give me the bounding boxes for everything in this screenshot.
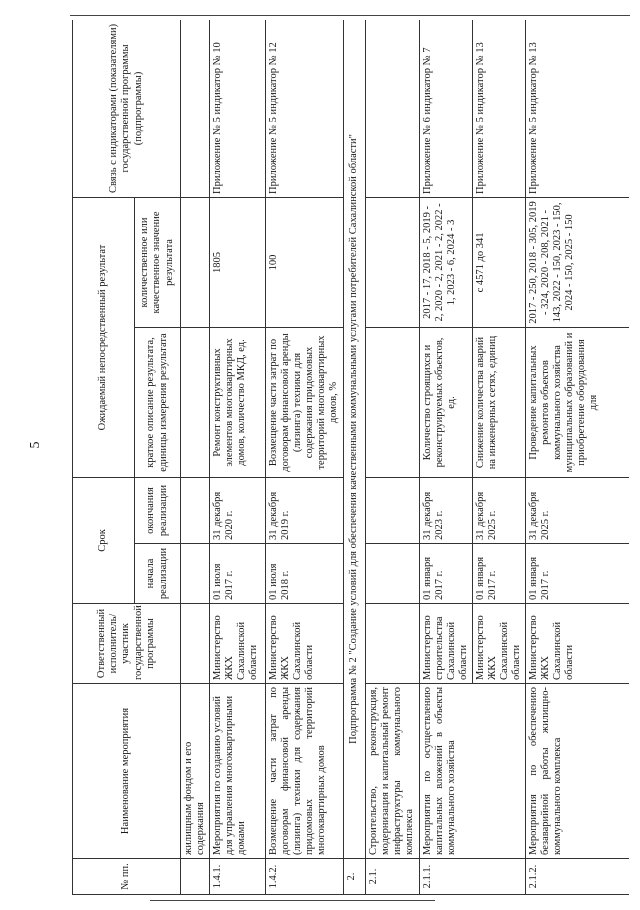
rotated-table-wrapper [72, 20, 629, 895]
row-responsible: Министерство ЖКХ Сахалинской области [210, 604, 266, 684]
row-start: 01 июля 2017 г. [210, 544, 266, 604]
row-number: 2. [343, 859, 365, 895]
row-end: 31 декабря 2025 г. [526, 477, 630, 543]
table-row [419, 20, 472, 895]
table-row [266, 20, 343, 895]
row-name: Мероприятия по обеспечению безаварийной работы жилищно-коммунального комплекса [526, 684, 630, 859]
row-number: 1.4.2. [266, 859, 343, 895]
row-value: с 4571 до 341 [472, 197, 525, 327]
header-responsible: Ответственный исполнитель/участник государственной программы [73, 604, 181, 684]
row-number: 2.1.1. [419, 859, 526, 895]
page-number: 5 [28, 441, 43, 449]
header-brief: краткое описание результата, единицы измерения результата [135, 327, 181, 477]
row-number: 1.4.1. [210, 859, 266, 895]
row-responsible: Министерство строительства Сахалинской области [419, 604, 472, 684]
row-brief: Снижение количества аварий на инженерных сетях, единиц [472, 327, 525, 477]
row-start: 01 января 2017 г. [472, 544, 525, 604]
row-link: Приложение № 6 индикатор № 7 [419, 20, 472, 197]
row-number: 2.1.2. [526, 859, 630, 895]
row-link: Приложение № 5 индикатор № 10 [210, 20, 266, 197]
table-row [526, 20, 630, 895]
header-expected: Ожидаемый непосредственный результат [73, 197, 135, 477]
row-name: Мероприятия по созданию условий для управления многоквартирными домами [210, 684, 266, 859]
subprogram-title: Подпрограмма № 2 "Создание условий для обеспечения качественными коммунальными услугами потребителей Сахалинской области" [343, 20, 365, 859]
row-brief: Количество строящихся и реконструируемых объектов, ед. [419, 327, 472, 477]
header-row-1 [73, 20, 135, 895]
header-end: окончания реализации [135, 477, 181, 543]
row-value: 2017 - 250, 2018 - 305, 2019 - 324, 2020 - 208, 2021 - 143, 2022 - 150, 2023 - 150, 2024 - 150, 2025 - 150 [526, 197, 630, 327]
document-page [72, 20, 629, 895]
header-term: Срок [73, 477, 135, 603]
row-brief: Проведение капитальных ремонтов объектов коммунального хозяйства муниципальных образований и приобретение оборудования для [526, 327, 630, 477]
row-end: 31 декабря 2025 г. [472, 477, 525, 543]
table-row [210, 20, 266, 895]
row-responsible: Министерство ЖКХ Сахалинской области [266, 604, 343, 684]
top-rule [70, 15, 630, 16]
measures-table [72, 20, 629, 895]
row-start: 01 января 2017 г. [526, 544, 630, 604]
row-name: жилищным фондом и его содержания [181, 684, 210, 859]
row-start: 01 января 2017 г. [419, 544, 472, 604]
header-name: Наименование мероприятия [73, 684, 181, 859]
row-responsible: Министерство ЖКХ Сахалинской области [526, 604, 630, 684]
row-link: Приложение № 5 индикатор № 13 [472, 20, 525, 197]
header-num: № пп. [73, 859, 181, 895]
table-row [365, 20, 419, 895]
row-name: Возмещение части затрат по договорам финансовой аренды (лизинга) техники для содержания придомовых территорий многоквартирных домов [266, 684, 343, 859]
row-responsible: Министерство ЖКХ Сахалинской области [472, 604, 525, 684]
row-value: 1805 [210, 197, 266, 327]
row-value: 100 [266, 197, 343, 327]
row-name: Мероприятия по осуществлению капитальных вложений в объекты коммунального хозяйства [419, 684, 526, 859]
row-end: 31 декабря 2023 г. [419, 477, 472, 543]
row-value: 2017 - 17, 2018 - 5, 2019 - 2, 2020 - 2, 2021 - 2, 2022 - 1, 2023 - 6, 2024 - 3 [419, 197, 472, 327]
row-end: 31 декабря 2020 г. [210, 477, 266, 543]
row-name: Строительство, реконструкция, модернизация и капитальный ремонт инфраструктуры коммунального комплекса [365, 684, 419, 859]
row-brief: Ремонт конструктивных элементов многоквартирных домов, количество МКД, ед. [210, 327, 266, 477]
row-link: Приложение № 5 индикатор № 13 [526, 20, 630, 197]
table-row [343, 20, 365, 895]
header-link: Связь с индикаторами (показателями) государственной программы (подпрограммы) [73, 20, 181, 197]
row-number: 2.1. [365, 859, 419, 895]
row-end: 31 декабря 2019 г. [266, 477, 343, 543]
header-start: начала реализации [135, 544, 181, 604]
row-start: 01 июля 2018 г. [266, 544, 343, 604]
bottom-rule [150, 900, 435, 901]
table-row [181, 20, 210, 895]
row-brief: Возмещение части затрат по договорам финансовой аренды (лизинга) техники для содержания придомовых территорий многоквартирных домов, % [266, 327, 343, 477]
row-link: Приложение № 5 индикатор № 12 [266, 20, 343, 197]
header-value: количественное или качественное значение результата [135, 197, 181, 327]
